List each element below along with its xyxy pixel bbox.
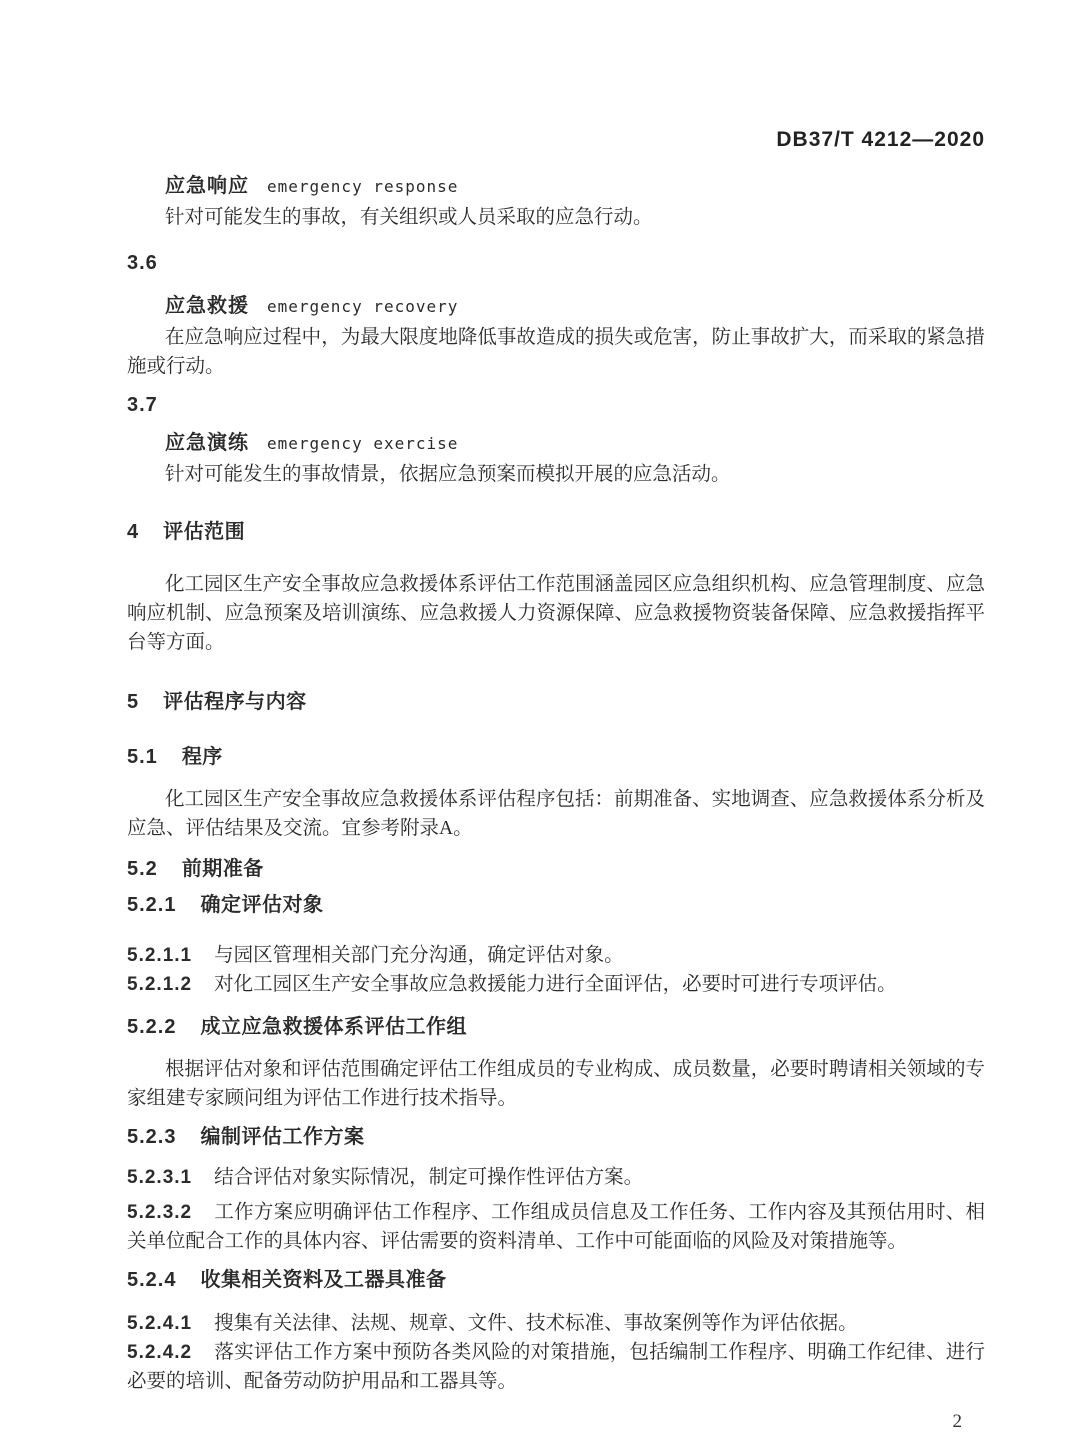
item-text: 与园区管理相关部门充分沟通，确定评估对象。: [214, 945, 624, 966]
term-name-en: emergency exercise: [267, 434, 459, 453]
term-entry-title: [127, 292, 985, 322]
body-paragraph: 根据评估对象和评估范围确定评估工作组成员的专业构成、成员数量，必要时聘请相关领域的专家组建专家顾问组为评估工作进行技术指导。: [127, 1059, 985, 1109]
item-number: 5.2.3.1: [127, 1167, 193, 1188]
section-number: 5.2.1: [127, 894, 177, 916]
item-text: 对化工园区生产安全事故应急救援能力进行全面评估，必要时可进行专项评估。: [214, 974, 897, 995]
section-number: 5.2: [127, 858, 158, 880]
item-number: 5.2.3.2: [127, 1202, 193, 1223]
term-name-zh: 应急演练: [165, 432, 249, 454]
section-title: 成立应急救援体系评估工作组: [200, 1016, 467, 1038]
section-title: 程序: [181, 746, 223, 768]
numbered-item: [127, 1338, 985, 1396]
item-text: 工作方案应明确评估工作程序、工作组成员信息及工作任务、工作内容及其预估用时、相关单位配合工作的具体内容、评估需要的资料清单、工作中可能面临的风险及对策措施等。: [127, 1202, 985, 1252]
section-title: 收集相关资料及工器具准备: [200, 1269, 447, 1291]
section-title: 评估程序与内容: [163, 691, 307, 713]
term-definition: 针对可能发生的事故情景，依据应急预案而模拟开展的应急活动。: [165, 464, 731, 485]
section-title: 编制评估工作方案: [200, 1126, 365, 1148]
item-number: 5.2.4.1: [127, 1313, 193, 1334]
section-number: 4: [127, 521, 140, 543]
numbered-item: [127, 970, 985, 999]
numbered-item: [127, 1163, 985, 1192]
item-number: 5.2.4.2: [127, 1342, 193, 1363]
term-entry-title: [127, 429, 985, 459]
section-heading: [127, 518, 985, 546]
term-name-en: emergency recovery: [267, 297, 459, 316]
numbered-item: [127, 1198, 985, 1256]
term-name-zh: 应急救援: [165, 295, 249, 317]
section-heading: [127, 1266, 985, 1294]
term-name-zh: 应急响应: [165, 175, 249, 197]
clause-number: 3.6: [127, 252, 158, 274]
section-number: 5.1: [127, 746, 158, 768]
term-definition: 在应急响应过程中，为最大限度地降低事故造成的损失或危害，防止事故扩大，而采取的紧急措施或行动。: [127, 327, 985, 377]
section-heading: [127, 855, 985, 883]
term-definition: 针对可能发生的事故，有关组织或人员采取的应急行动。: [165, 207, 653, 228]
item-number: 5.2.1.1: [127, 945, 193, 966]
numbered-item: [127, 941, 985, 970]
term-name-en: emergency response: [267, 177, 459, 196]
section-heading: [127, 743, 985, 771]
section-heading: [127, 688, 985, 716]
section-title: 评估范围: [163, 521, 246, 543]
section-number: 5.2.3: [127, 1126, 177, 1148]
section-number: 5.2.4: [127, 1269, 177, 1291]
section-heading: [127, 1013, 985, 1041]
section-number: 5: [127, 691, 140, 713]
item-text: 搜集有关法律、法规、规章、文件、技术标准、事故案例等作为评估依据。: [214, 1313, 858, 1334]
section-heading: [127, 1123, 985, 1151]
body-paragraph: 化工园区生产安全事故应急救援体系评估工作范围涵盖园区应急组织机构、应急管理制度、应急响应机制、应急预案及培训演练、应急救援人力资源保障、应急救援物资装备保障、应急救援指挥平台等方面。: [127, 574, 986, 653]
item-text: 结合评估对象实际情况，制定可操作性评估方案。: [214, 1167, 644, 1188]
doc-number-header: DB37/T 4212—2020: [776, 128, 985, 151]
numbered-item: [127, 1309, 985, 1338]
item-number: 5.2.1.2: [127, 974, 193, 995]
page-number: 2: [952, 1411, 962, 1432]
item-text: 落实评估工作方案中预防各类风险的对策措施，包括编制工作程序、明确工作纪律、进行必要的培训、配备劳动防护用品和工器具等。: [127, 1342, 985, 1392]
section-heading: [127, 891, 985, 919]
section-number: 5.2.2: [127, 1016, 177, 1038]
section-title: 确定评估对象: [200, 894, 324, 916]
section-title: 前期准备: [181, 858, 264, 880]
body-paragraph: 化工园区生产安全事故应急救援体系评估程序包括：前期准备、实地调查、应急救援体系分析及应急、评估结果及交流。宜参考附录A。: [127, 789, 985, 839]
term-entry-title: [127, 172, 985, 202]
clause-number: 3.7: [127, 394, 158, 416]
